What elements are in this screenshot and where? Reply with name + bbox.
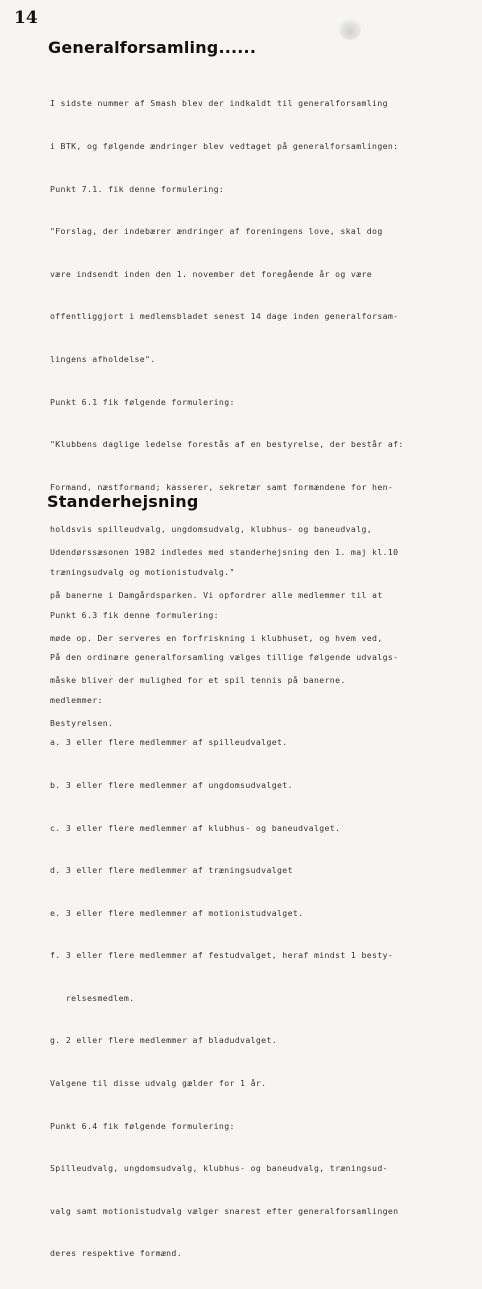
ink-blot-mark (339, 18, 361, 40)
text-line: deres respektive formænd. (50, 1248, 182, 1259)
text-line: d. 3 eller flere medlemmer af træningsudvalget (50, 865, 293, 876)
text-line: b. 3 eller flere medlemmer af ungdomsudvalget. (50, 779, 293, 790)
page-number: 14 (14, 8, 38, 28)
text-line: På den ordinære generalforsamling vælges tillige følgende udvalgs- (50, 652, 399, 663)
text-line: være indsendt inden den 1. november det foregående år og være (50, 268, 373, 279)
text-line: medlemmer: (50, 694, 103, 705)
text-line: c. 3 eller flere medlemmer af klubhus- og baneudvalget. (50, 822, 341, 833)
text-line: Punkt 6.4 fik følgende formulering: (50, 1120, 235, 1131)
text-line: Valgene til disse udvalg gælder for 1 år. (50, 1078, 267, 1089)
text-line: offentliggjort i medlemsbladet senest 14 dage inden generalforsam- (50, 311, 399, 322)
heading-generalforsamling: Generalforsamling...... (48, 38, 257, 57)
text-line: valg samt motionistudvalg vælger snarest efter generalforsamlingen (50, 1205, 399, 1216)
text-line: Punkt 6.3 fik denne formulering: (50, 609, 219, 620)
text-line: "Klubbens daglige ledelse forestås af en bestyrelse, der består af: (50, 439, 404, 450)
text-line: Punkt 6.1 fik følgende formulering: (50, 396, 235, 407)
text-line: I sidste nummer af Smash blev der indkaldt til generalforsamling (50, 98, 388, 109)
text-line: f. 3 eller flere medlemmer af festudvalget, heraf mindst 1 besty- (50, 950, 394, 961)
text-line: i BTK, og følgende ændringer blev vedtaget på generalforsamlingen: (50, 141, 399, 151)
text-line: Udendørssæsonen 1982 indledes med standerhejsning den 1. maj kl.10 (50, 547, 399, 558)
text-line: e. 3 eller flere medlemmer af motionistudvalget. (50, 907, 304, 918)
section-standerhejsning (50, 517, 475, 758)
text-line: a. 3 eller flere medlemmer af spilleudvalget. (50, 737, 288, 748)
text-line: lingens afholdelse". (50, 353, 156, 364)
text-line: træningsudvalg og motionistudvalg." (50, 566, 235, 577)
text-line: Bestyrelsen. (50, 717, 114, 728)
text-line: Formand, næstformand; kasserer, sekretær samt formændene for hen- (50, 481, 394, 492)
text-line: "Forslag, der indebærer ændringer af foreningens love, skal dog (50, 226, 383, 237)
text-line: måske bliver der mulighed for et spil tennis på banerne. (50, 675, 346, 686)
text-line: møde op. Der serveres en forfriskning i klubhuset, og hvem ved, (50, 632, 383, 643)
text-line: Punkt 7.1. fik denne formulering: (50, 183, 225, 194)
heading-standerhejsning: Standerhejsning (47, 492, 199, 511)
text-line: g. 2 eller flere medlemmer af bladudvalget. (50, 1035, 278, 1046)
text-line: relsesmedlem. (50, 992, 135, 1003)
text-line: på banerne i Damgårdsparken. Vi opfordrer alle medlemmer til at (50, 590, 383, 600)
text-line: Spilleudvalg, ungdomsudvalg, klubhus- og baneudvalg, træningsud- (50, 1163, 388, 1174)
text-line: holdsvis spilleudvalg, ungdomsudvalg, klubhus- og baneudvalg, (50, 524, 373, 535)
